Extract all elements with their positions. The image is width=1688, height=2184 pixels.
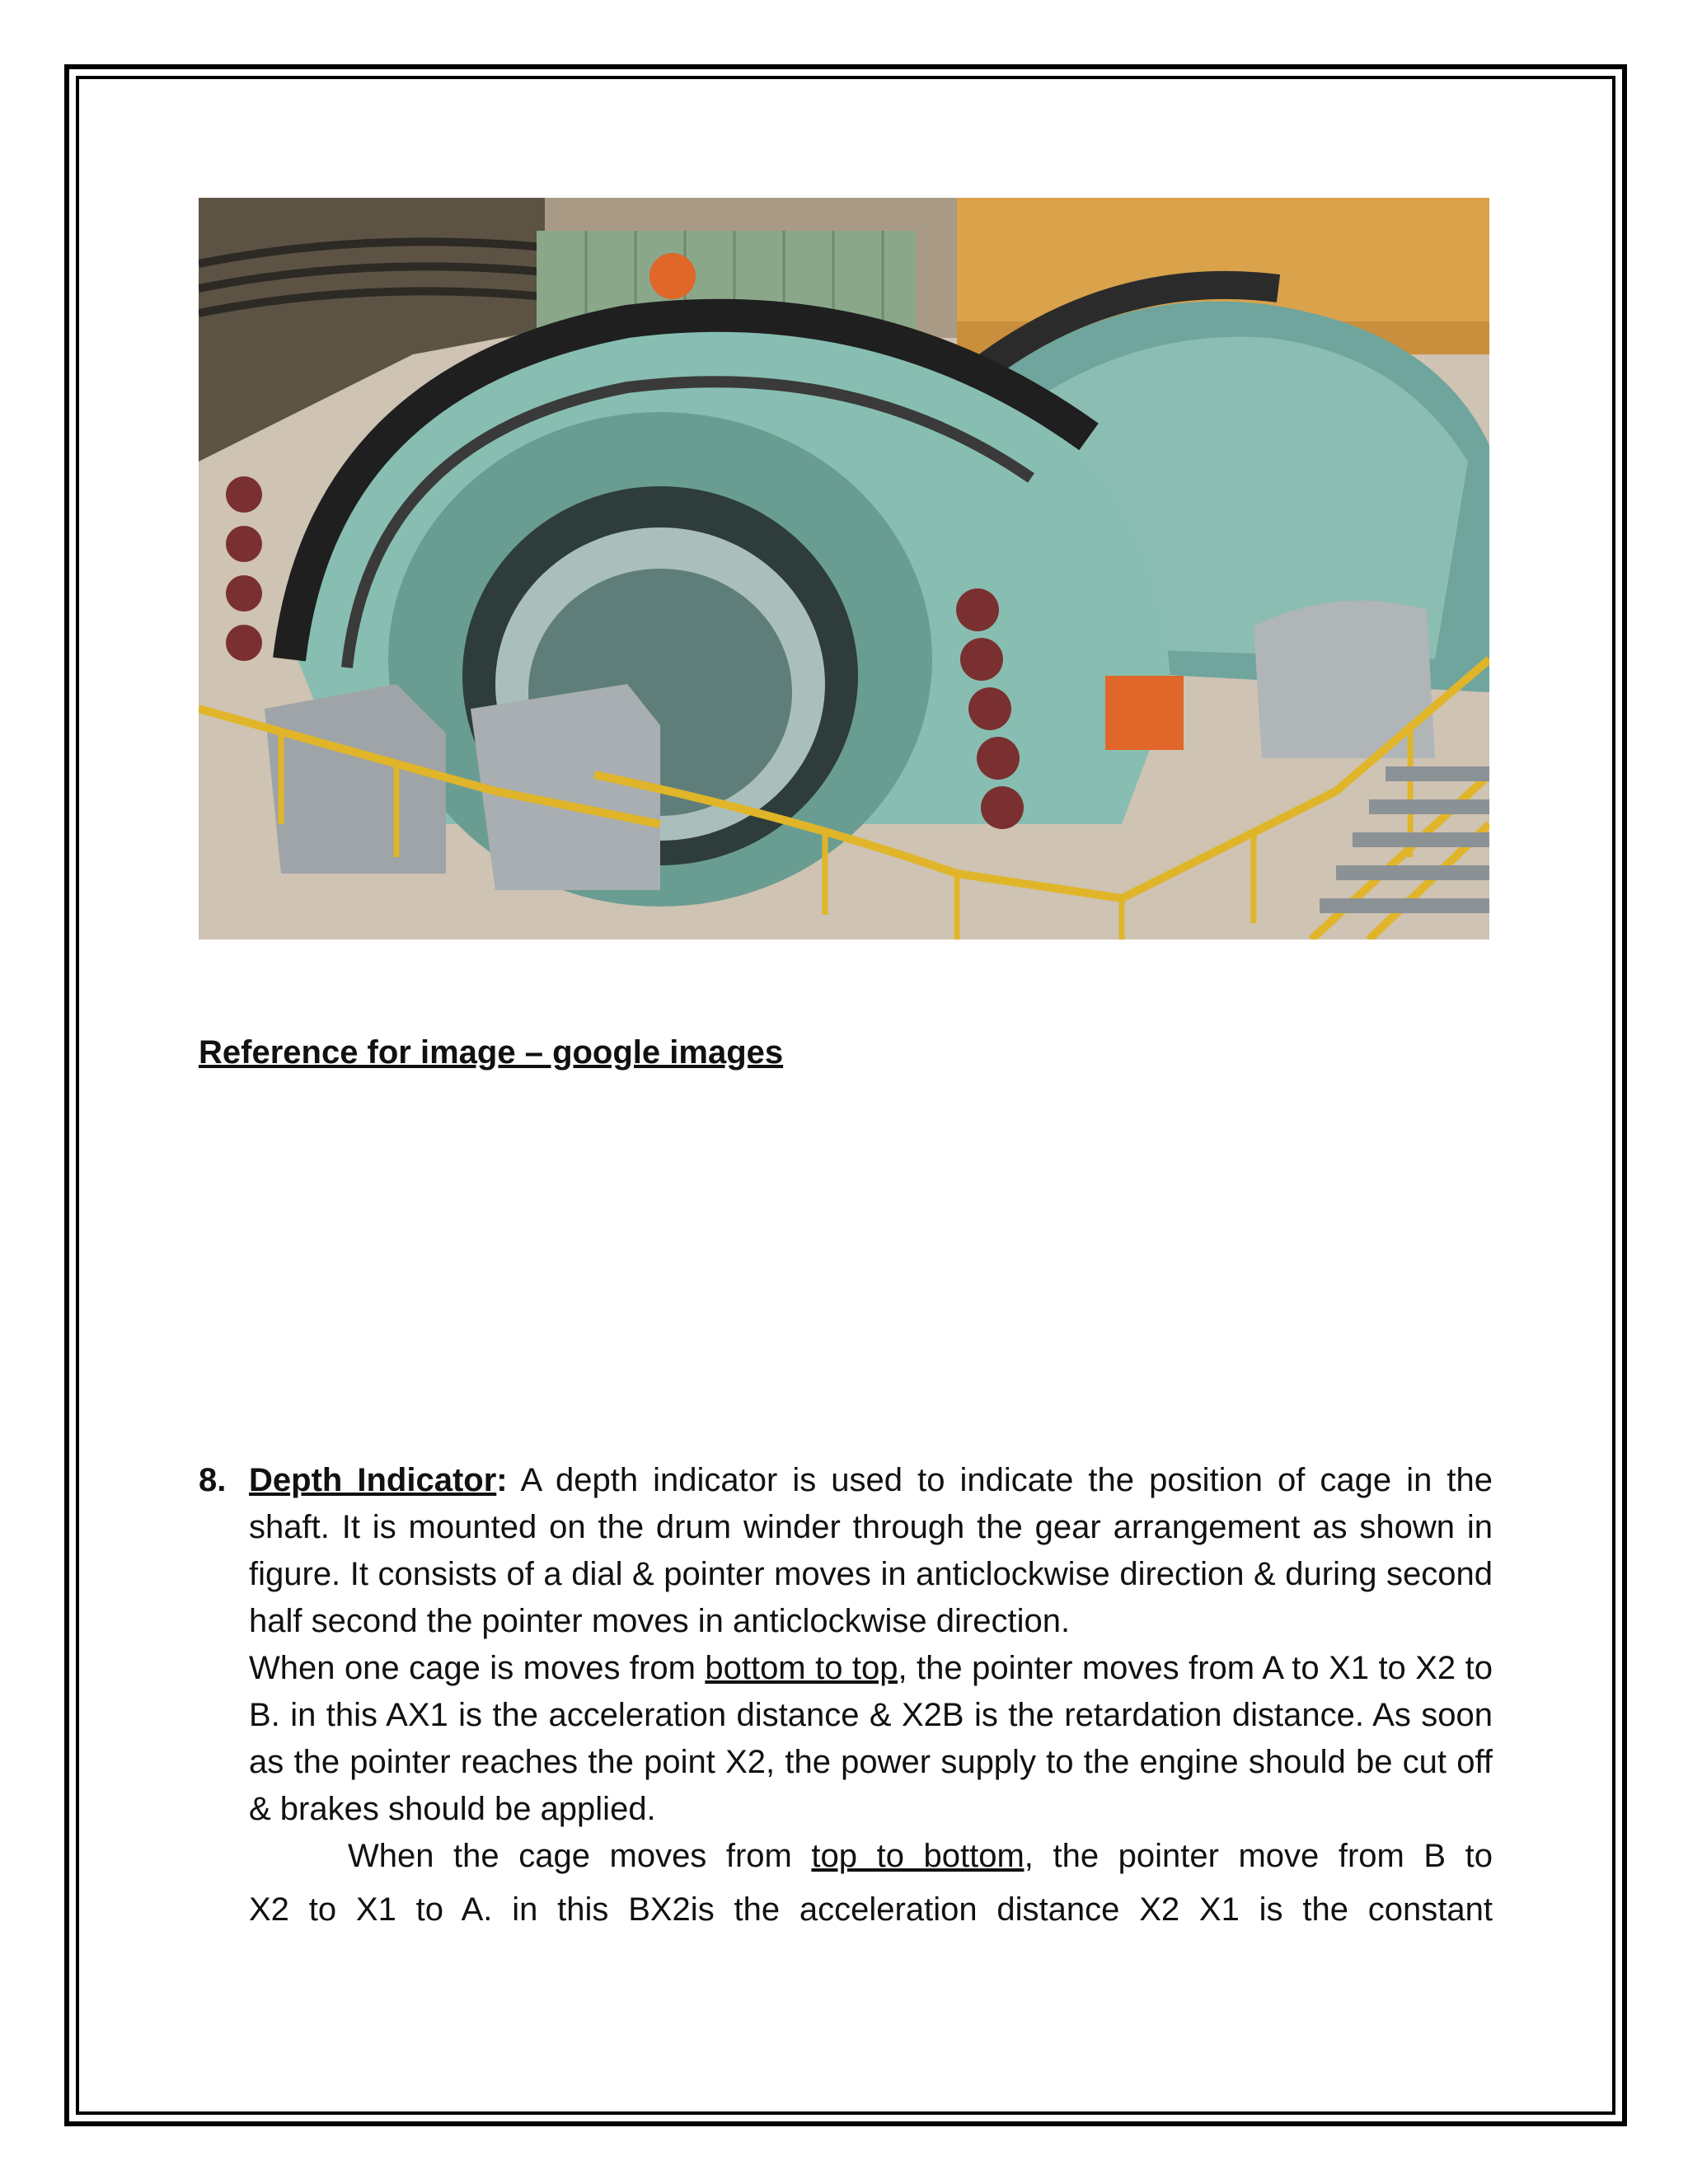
section-term: Depth Indicator [249,1462,497,1498]
image-reference-caption: Reference for image – google images [199,1034,784,1071]
top-to-bottom-line-1 [249,1833,1493,1880]
intro-text: A depth indicator is used to indicate the position of cage in the shaft. It is mounted on the drum winder through the gear arrangement as shown in figure. It consists of a dial & pointer moves in anticlockwise direction & during second half second the pointer moves in anticlockwise direction. [249,1462,1493,1639]
intro-paragraph [249,1457,1493,1645]
p3-text-before: When the cage moves from [348,1838,812,1874]
p3-text-after: the pointer move from B to [1033,1838,1493,1874]
bottom-to-top-paragraph [249,1645,1493,1833]
top-to-bottom-line-2: X2 to X1 to A. in this BX2is the acceleration distance X2 X1 is the constant [249,1891,1493,1928]
section-number: 8. [199,1462,227,1498]
p2-text-before: When one cage is moves from [249,1650,706,1686]
depth-indicator-section [199,1457,1493,1933]
term-colon: : [496,1462,508,1498]
p2-underlined-phrase: bottom to top, [705,1650,907,1686]
p3-underlined-phrase: top to bottom, [811,1838,1034,1874]
drum-winder-photo [199,198,1489,940]
p2-text-after: the pointer moves from A to X1 to X2 to B. in this AX1 is the acceleration distance & X2B is the retardation distance. As soon as the pointer reaches the point X2, the power supply to the engine should be cut off & brakes should be applied. [249,1650,1493,1827]
